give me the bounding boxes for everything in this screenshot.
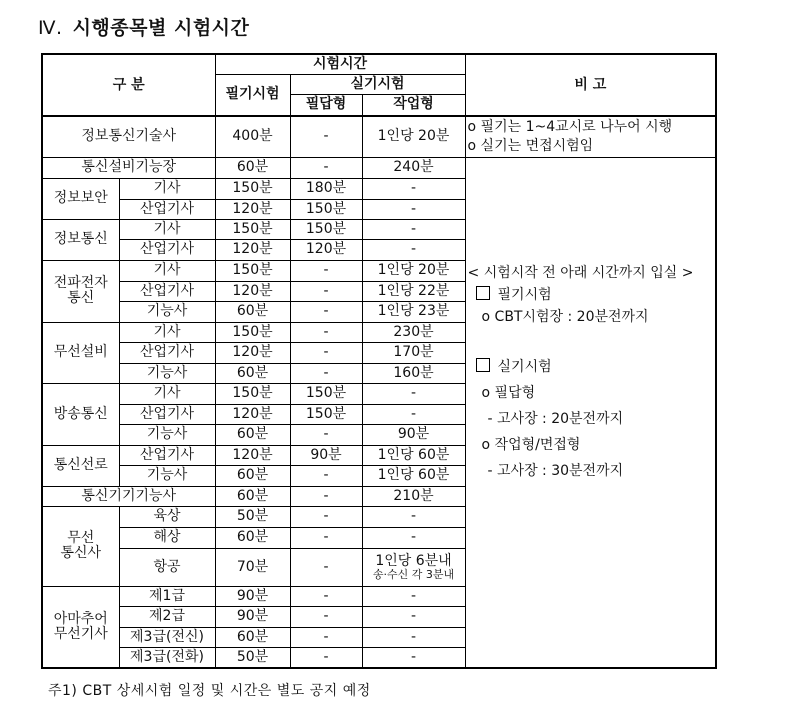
cell-written: 120분: [215, 445, 290, 465]
cell-pen: 150분: [290, 199, 362, 219]
cell-written: 60분: [215, 465, 290, 486]
remark-work-title: o 작업형/면접형: [481, 436, 581, 453]
row-sub: 육상: [119, 506, 215, 527]
cell-pen: -: [290, 506, 362, 527]
cell-pen: -: [290, 647, 362, 668]
cell-written: 120분: [215, 199, 290, 219]
checkbox-icon: [476, 286, 490, 300]
cell-work: 1인당 22분: [362, 281, 465, 301]
cell-written: 150분: [215, 219, 290, 239]
cell-pen: -: [290, 606, 362, 627]
remark-written-cbt: o CBT시험장 : 20분전까지: [481, 308, 649, 325]
cell-written: 150분: [215, 260, 290, 281]
cell-work: -: [362, 606, 465, 627]
row-sub: 산업기사: [119, 404, 215, 424]
group-name: 방송통신: [42, 383, 119, 445]
cell-pen: -: [290, 486, 362, 506]
cell-written: 120분: [215, 239, 290, 260]
cell-pen: -: [290, 424, 362, 445]
row-sub: 기사: [119, 260, 215, 281]
row-sub: 제1급: [119, 586, 215, 606]
row-sub: 기능사: [119, 301, 215, 322]
cell-pen: 150분: [290, 404, 362, 424]
page-title: [38, 13, 249, 40]
cell-pen: -: [290, 586, 362, 606]
row-sub: 해상: [119, 527, 215, 548]
cell-written: 50분: [215, 506, 290, 527]
header-category: 구 분: [42, 54, 215, 116]
remark-line: o 필기는 1~4교시로 나누어 시행: [467, 118, 673, 135]
remark-work-detail: - 고사장 : 30분전까지: [487, 462, 624, 479]
footnote: 주1) CBT 상세시험 일정 및 시간은 별도 공지 예정: [48, 683, 371, 699]
cell-work: -: [362, 647, 465, 668]
cell-pen: 150분: [290, 383, 362, 404]
group-name: 아마추어 무선기사: [42, 586, 119, 668]
cell-pen: -: [290, 548, 362, 586]
cell-written: 120분: [215, 404, 290, 424]
row-sub: 기사: [119, 322, 215, 342]
group-name: 무선설비: [42, 322, 119, 383]
cell-work: 240분: [362, 157, 465, 178]
cell-written: 120분: [215, 342, 290, 363]
cell-written: 70분: [215, 548, 290, 586]
row-sub: 산업기사: [119, 239, 215, 260]
cell-written: 60분: [215, 363, 290, 383]
cell-work: 1인당 60분: [362, 465, 465, 486]
cell-pen: -: [290, 322, 362, 342]
checkbox-icon: [476, 358, 490, 372]
row-sub: 항공: [119, 548, 215, 586]
cell-work: -: [362, 383, 465, 404]
row-sub: 기사: [119, 383, 215, 404]
cell-pen: 90분: [290, 445, 362, 465]
cell-work: 1인당 6분내 송·수신 각 3분내: [362, 548, 465, 586]
cell-work: 230분: [362, 322, 465, 342]
cell-written: 90분: [215, 606, 290, 627]
cell-pen: 120분: [290, 239, 362, 260]
row-sub: 산업기사: [119, 445, 215, 465]
row-sub: 제2급: [119, 606, 215, 627]
row-sub: 기사: [119, 219, 215, 239]
group-name: 정보보안: [42, 178, 119, 219]
cell-pen: -: [290, 301, 362, 322]
cell-pen: -: [290, 363, 362, 383]
remark-pen-detail: - 고사장 : 20분전까지: [487, 410, 624, 427]
cell-written: 60분: [215, 157, 290, 178]
cell-work: -: [362, 627, 465, 647]
group-name: 전파전자 통신: [42, 260, 119, 322]
cell-written: 60분: [215, 527, 290, 548]
row-sub: 기사: [119, 178, 215, 199]
remark-practical-title: 실기시험: [466, 356, 716, 378]
remark-arrive: < 시험시작 전 아래 시간까지 입실 >: [467, 264, 694, 281]
row-sub: 산업기사: [119, 199, 215, 219]
cell-work: 1인당 23분: [362, 301, 465, 322]
remark-line: o 실기는 면접시험임: [467, 137, 594, 154]
cell-pen: -: [290, 342, 362, 363]
group-name: 정보통신: [42, 219, 119, 260]
cell-written: 90분: [215, 586, 290, 606]
cell-work: 1인당 20분: [362, 116, 465, 157]
cell-pen: -: [290, 527, 362, 548]
cell-work: -: [362, 506, 465, 527]
cell-pen: -: [290, 627, 362, 647]
cell-work: 170분: [362, 342, 465, 363]
group-name: 통신선로: [42, 445, 119, 486]
cell-pen: 180분: [290, 178, 362, 199]
row-sub: 기능사: [119, 465, 215, 486]
cell-work: -: [362, 586, 465, 606]
row-sub: 산업기사: [119, 342, 215, 363]
row-name: 통신설비기능장: [42, 157, 215, 178]
row-name: 정보통신기술사: [42, 116, 215, 157]
row-sub: 기능사: [119, 363, 215, 383]
cell-work: -: [362, 239, 465, 260]
cell-pen: -: [290, 465, 362, 486]
row-sub: 기능사: [119, 424, 215, 445]
cell-work: -: [362, 404, 465, 424]
cell-work: -: [362, 199, 465, 219]
cell-work: 1인당 20분: [362, 260, 465, 281]
cell-pen: -: [290, 157, 362, 178]
cell-work: 1인당 60분: [362, 445, 465, 465]
group-name: 무선 통신사: [42, 506, 119, 586]
remark-pen-title: o 필답형: [481, 384, 536, 401]
header-exam-time: 시험시간: [215, 54, 465, 74]
cell-written: 60분: [215, 301, 290, 322]
exam-schedule-table: [41, 53, 717, 669]
cell-pen: -: [290, 260, 362, 281]
cell-written: 50분: [215, 647, 290, 668]
row-name: 통신기기기능사: [42, 486, 215, 506]
work-note: 송·수신 각 3분내: [372, 567, 455, 581]
cell-written: 120분: [215, 281, 290, 301]
header-remarks: 비 고: [465, 54, 716, 116]
cell-written: 400분: [215, 116, 290, 157]
cell-work: -: [362, 178, 465, 199]
cell-written: 150분: [215, 322, 290, 342]
cell-work: -: [362, 219, 465, 239]
cell-written: 150분: [215, 383, 290, 404]
cell-work: 160분: [362, 363, 465, 383]
cell-pen: 150분: [290, 219, 362, 239]
cell-pen: -: [290, 281, 362, 301]
header-pen: 필답형: [290, 94, 362, 116]
cell-work: 90분: [362, 424, 465, 445]
remark-written-title: 필기시험: [466, 284, 716, 306]
cell-work: -: [362, 527, 465, 548]
row-sub: 산업기사: [119, 281, 215, 301]
cell-written: 150분: [215, 178, 290, 199]
cell-written: 60분: [215, 486, 290, 506]
header-practical: 실기시험: [290, 74, 465, 94]
cell-work: 210분: [362, 486, 465, 506]
header-work: 작업형: [362, 94, 465, 116]
cell-written: 60분: [215, 424, 290, 445]
cell-pen: -: [290, 116, 362, 157]
section-number: Ⅳ.: [38, 17, 63, 39]
header-written: 필기시험: [215, 74, 290, 116]
remark-arrival: [465, 157, 716, 668]
row-sub: 제3급(전화): [119, 647, 215, 668]
row-sub: 제3급(전신): [119, 627, 215, 647]
cell-written: 60분: [215, 627, 290, 647]
section-title: 시행종목별 시험시간: [72, 17, 250, 39]
remark-interview: [465, 116, 716, 157]
